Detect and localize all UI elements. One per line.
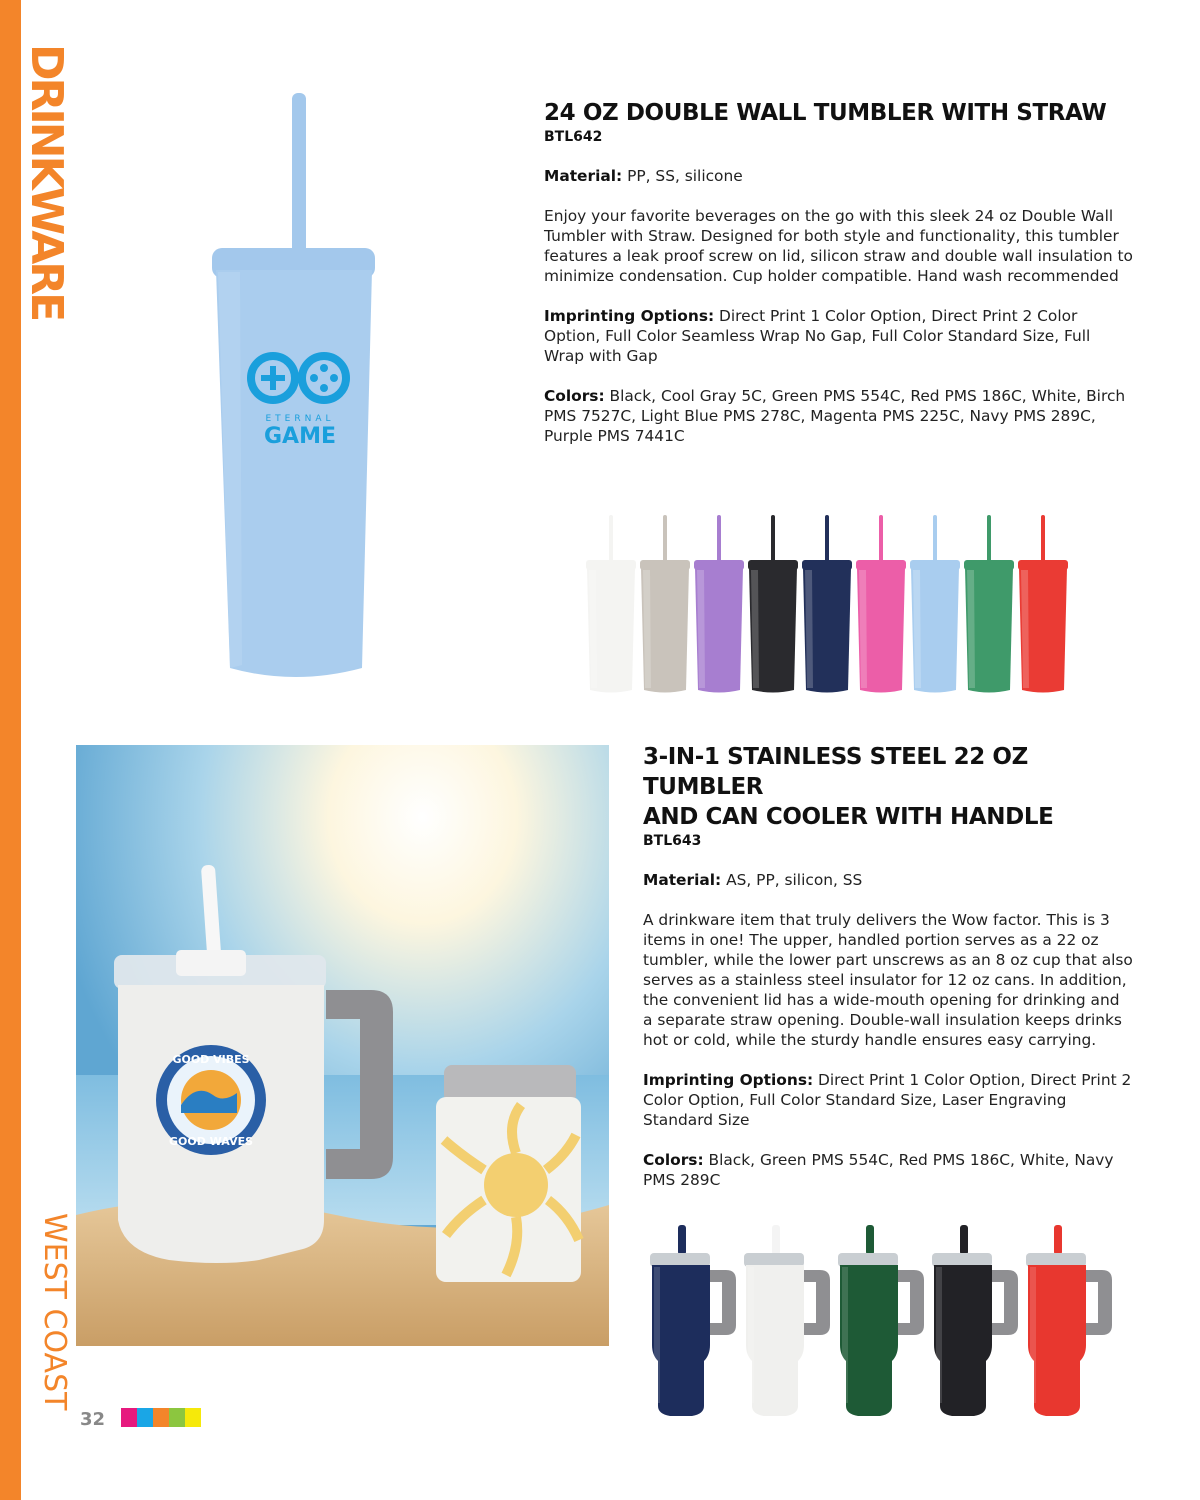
- product-1-details: [544, 98, 1134, 466]
- variant-tumbler: [694, 515, 744, 693]
- straw: [292, 93, 306, 273]
- product-2-material: Material: AS, PP, silicon, SS: [643, 871, 863, 889]
- color-swatch: [137, 1408, 153, 1427]
- variant-tumbler: [640, 515, 690, 693]
- variant-mug: [932, 1225, 1018, 1416]
- variant-tumbler: [1018, 515, 1068, 693]
- product-2-description: A drinkware item that truly delivers the Wow factor. This is 3 items in one! The upper, handled portion serves as a 22 oz tumbler, while the lower part unscrews as an 8 oz cup that also serves as a stainless steel insulator for 12 oz cans. In addition, the convenient lid has a wide-mouth opening for drinking and a separate straw opening. Double-wall insulation keeps drinks hot or cold, while the sturdy handle ensures easy carrying.: [643, 911, 1133, 1049]
- product-1-sku: BTL642: [544, 129, 603, 145]
- footer-color-swatches: [121, 1408, 201, 1427]
- product-1-hero-image: [200, 90, 390, 690]
- product-1-description: Enjoy your favorite beverages on the go with this sleek 24 oz Double Wall Tumbler with Straw. Designed for both style and functionality, this tumbler features a leak proof screw on lid, silicon straw and double wall insulation to minimize condensation. Cup holder compatible. Hand wash recommended: [544, 207, 1133, 285]
- product-1-title: 24 OZ DOUBLE WALL TUMBLER WITH STRAW: [544, 100, 1107, 126]
- variant-tumbler: [910, 515, 960, 693]
- can-cooler-product: [436, 1065, 581, 1282]
- color-swatch: [153, 1408, 169, 1427]
- product-2-colors: Colors: Black, Green PMS 554C, Red PMS 186C, White, Navy PMS 289C: [643, 1151, 1114, 1189]
- badge-text-bottom: GOOD WAVES: [168, 1135, 254, 1148]
- product-1-imprint: Imprinting Options: Direct Print 1 Color Option, Direct Print 2 Color Option, Full Color Seamless Wrap No Gap, Full Color Standard Size, Full Wrap with Gap: [544, 307, 1091, 365]
- logo-text-game: GAME: [263, 424, 337, 449]
- variant-tumbler: [856, 515, 906, 693]
- logo-text-eternal: ETERNAL: [265, 414, 335, 424]
- product-2-imprint: Imprinting Options: Direct Print 1 Color Option, Direct Print 2 Color Option, Full Color Standard Size, Laser Engraving Standard Size: [643, 1071, 1132, 1129]
- variant-tumbler: [964, 515, 1014, 693]
- product-2-color-variants: [640, 1215, 1120, 1425]
- product-1-colors: Colors: Black, Cool Gray 5C, Green PMS 554C, Red PMS 186C, White, Birch PMS 7527C, Light Blue PMS 278C, Magenta PMS 225C, Navy PMS 289C, Purple PMS 7441C: [544, 387, 1126, 445]
- section-label: DRINKWARE: [21, 44, 72, 320]
- color-swatch: [169, 1408, 185, 1427]
- product-2-lifestyle-photo: [76, 745, 609, 1346]
- variant-mug: [838, 1225, 924, 1416]
- side-accent-bar: [0, 0, 21, 1500]
- product-2-title: 3-IN-1 STAINLESS STEEL 22 OZ TUMBLER AND CAN COOLER WITH HANDLE: [643, 744, 1054, 830]
- product-2-sku: BTL643: [643, 833, 702, 849]
- badge-text-top: GOOD VIBES: [172, 1053, 250, 1066]
- variant-mug: [650, 1225, 736, 1416]
- variant-tumbler: [748, 515, 798, 693]
- product-1-color-variants: [580, 510, 1090, 700]
- variant-mug: [1026, 1225, 1112, 1416]
- brand-label: WEST COAST: [37, 1213, 72, 1411]
- variant-mug: [744, 1225, 830, 1416]
- product-2-details: [643, 742, 1133, 1210]
- page-number: 32: [80, 1409, 106, 1430]
- variant-tumbler: [802, 515, 852, 693]
- color-swatch: [121, 1408, 137, 1427]
- variant-tumbler: [586, 515, 636, 693]
- color-swatch: [185, 1408, 201, 1427]
- product-1-material: Material: PP, SS, silicone: [544, 167, 743, 185]
